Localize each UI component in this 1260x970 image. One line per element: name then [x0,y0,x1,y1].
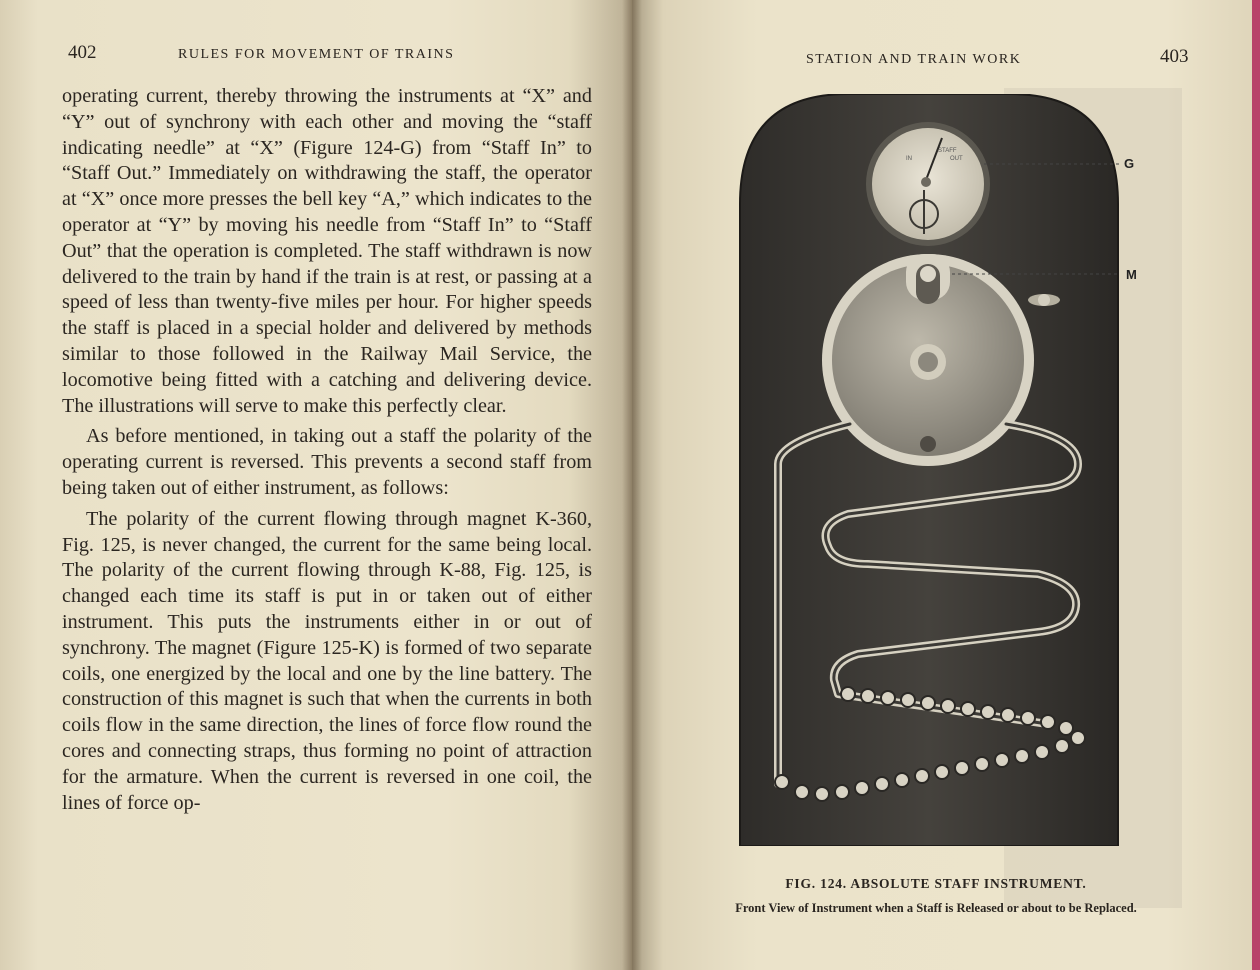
figure-caption-title: FIG. 124. ABSOLUTE STAFF INSTRUMENT. [785,876,1087,891]
right-running-title: STATION AND TRAIN WORK [806,52,1022,67]
left-running-title: RULES FOR MOVEMENT OF TRAINS [178,47,455,62]
knob [1028,294,1060,306]
book-edge [1252,0,1260,970]
staff-disc-assembly [822,254,1034,466]
dial-label-staff: STAFF [938,148,957,154]
left-body-text [62,84,592,816]
book-gutter [622,0,642,970]
paragraph-2: As before mentioned, in taking out a staff the polarity of the operating current is reversed. This prevents a second staff from being taken out of either instrument, as follows: [62,425,592,499]
absolute-staff-instrument-figure [738,94,1120,846]
callout-label-m: M [1126,267,1137,282]
callout-label-g: G [1124,156,1135,171]
left-page-number: 402 [68,42,97,63]
staff-indicator-dial [866,122,990,246]
dial-label-out: OUT [950,156,963,162]
paragraph-3: The polarity of the current flowing through magnet K-360, Fig. 125, is never changed, the current for the same being local. The polarity of the current flowing through K-88, Fig. 125, is changed each time its staff is put in or taken out of either instrument. This puts the instruments either in or out of synchrony. The magnet (Figure 125-K) is formed of two separate coils, one energized by the local and one by the line battery. The construction of this magnet is such that when the currents in both coils flow in the same direction, the lines of force flow round the cores and connecting straps, thus forming no point of attraction for the armature. When the current is reversed in one coil, the lines of force op- [62,507,592,814]
right-page-number: 403 [1160,46,1189,67]
paragraph-1: operating current, thereby throwing the instruments at “X” and “Y” out of synchrony with each other and moving the “staff indicating needle” at “X” (Figure 124-G) from “Staff In” to “Staff Out.” Immediately on withdrawing the staff, the operator at “X” once more presses the bell key “A,” which indicates to the operator at “Y” by moving his needle from “Staff In” to “Staff Out” that the operation is completed. The staff withdrawn is now delivered to the train by hand if the train is at rest, or passing at a speed of less than twenty-five miles per hour. For higher speeds the staff is placed in a special holder and delivered by methods similar to those followed in the Railway Mail Service, the locomotive being fitted with a catching and delivering device. The illustrations will serve to make this perfectly clear. [62,85,592,417]
dial-label-in: IN [906,156,912,162]
figure-caption-text: Front View of Instrument when a Staff is Released or about to be Replaced. [735,901,1137,915]
